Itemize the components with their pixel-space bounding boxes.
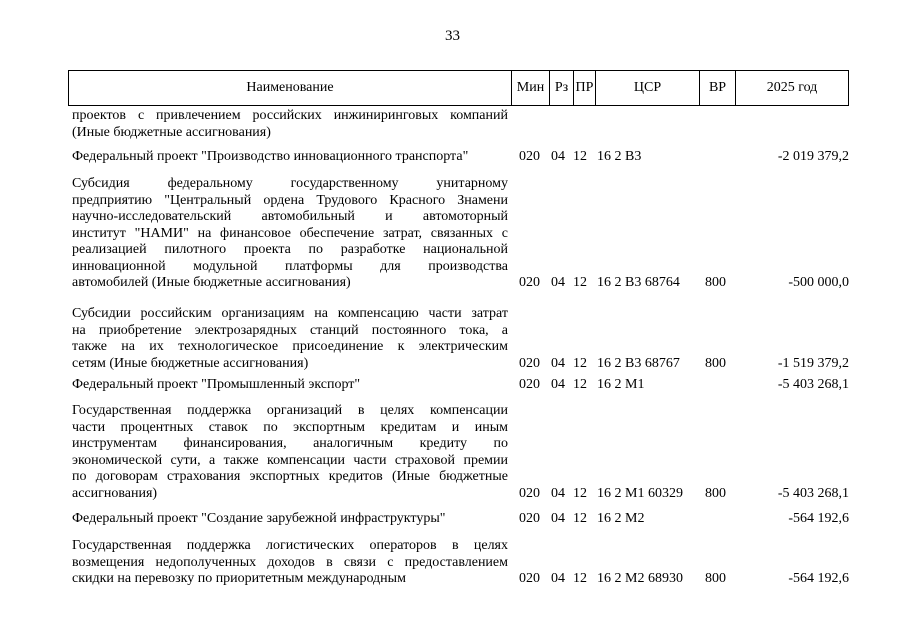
table-row bbox=[68, 176, 849, 292]
row-min: 020 bbox=[519, 275, 540, 290]
row-rz: 04 bbox=[551, 149, 565, 164]
row-name-line: научно-исследовательский автомобильный и автомоторный bbox=[72, 209, 508, 224]
row-name bbox=[72, 176, 508, 292]
row-csr: 16 2 В3 bbox=[597, 149, 642, 164]
row-csr: 16 2 М2 68930 bbox=[597, 571, 683, 586]
row-name-line: Субсидия федеральному государственному унитарному bbox=[72, 176, 508, 191]
row-pr: 12 bbox=[573, 485, 587, 501]
row-rz: 04 bbox=[551, 511, 565, 526]
page-number: 33 bbox=[445, 28, 460, 44]
table-row bbox=[68, 538, 849, 588]
row-min: 020 bbox=[519, 485, 540, 501]
row-sum: -564 192,6 bbox=[788, 571, 849, 586]
row-rz: 04 bbox=[551, 355, 565, 371]
row-name-line: (Иные бюджетные ассигнования) bbox=[72, 124, 271, 140]
row-name bbox=[72, 538, 508, 588]
row-name-line: проектов с привлечением российских инжиниринговых компаний bbox=[72, 108, 508, 123]
row-name-line: Субсидии российским организациям на компенсацию части затрат bbox=[72, 306, 508, 321]
row-name-line: сетям (Иные бюджетные ассигнования) bbox=[72, 355, 309, 371]
row-name-line: институт "НАМИ" на финансовое обеспечение затрат, связанных с bbox=[72, 225, 508, 241]
row-name-line: также на их технологическое присоединение к электрическим bbox=[72, 339, 508, 354]
row-vr: 800 bbox=[705, 571, 726, 586]
row-name-line: реализацией пилотного проекта по разработке национальной bbox=[72, 242, 508, 257]
row-name-line: по договорам страхования экспортных кредитов (Иные бюджетные bbox=[72, 469, 508, 484]
row-csr: 16 2 М2 bbox=[597, 511, 645, 526]
row-name bbox=[72, 108, 508, 141]
row-name-line: инструментам финансирования, аналогичным кредиту по bbox=[72, 436, 508, 451]
row-sum: -5 403 268,1 bbox=[777, 377, 849, 392]
table-row bbox=[68, 108, 849, 141]
row-min: 020 bbox=[519, 511, 540, 526]
row-name-line: ассигнования) bbox=[72, 485, 158, 501]
row-rz: 04 bbox=[551, 275, 565, 290]
row-min: 020 bbox=[519, 149, 540, 164]
header-csr: ЦСР bbox=[595, 71, 699, 105]
row-name-line: Государственная поддержка организаций в целях компенсации bbox=[72, 403, 508, 418]
row-pr: 12 bbox=[573, 355, 587, 371]
row-name bbox=[72, 403, 508, 502]
row-name bbox=[72, 511, 508, 528]
row-name-line: на приобретение электрозарядных станций постоянного тока, а bbox=[72, 322, 508, 338]
row-name bbox=[72, 149, 508, 166]
row-pr: 12 bbox=[573, 275, 587, 290]
row-name bbox=[72, 306, 508, 372]
row-pr: 12 bbox=[573, 511, 587, 526]
header-rz: Рз bbox=[549, 71, 573, 105]
row-csr: 16 2 В3 68767 bbox=[597, 355, 680, 371]
row-csr: 16 2 В3 68764 bbox=[597, 275, 680, 290]
header-year: 2025 год bbox=[735, 71, 848, 105]
row-min: 020 bbox=[519, 571, 540, 586]
row-name-line: Федеральный проект "Создание зарубежной инфраструктуры" bbox=[72, 511, 446, 526]
row-min: 020 bbox=[519, 355, 540, 371]
table-row bbox=[68, 403, 849, 502]
row-csr: 16 2 М1 bbox=[597, 377, 645, 392]
row-sum: -564 192,6 bbox=[788, 511, 849, 526]
row-csr: 16 2 М1 60329 bbox=[597, 485, 683, 501]
row-name-line: возмещения недополученных доходов в связи с предоставлением bbox=[72, 554, 508, 570]
table-row bbox=[68, 377, 849, 394]
row-min: 020 bbox=[519, 377, 540, 392]
table-header bbox=[68, 70, 849, 106]
row-name-line: Федеральный проект "Производство инновационного транспорта" bbox=[72, 149, 469, 164]
row-name-line: Федеральный проект "Промышленный экспорт" bbox=[72, 377, 361, 392]
row-rz: 04 bbox=[551, 485, 565, 501]
header-vr: ВР bbox=[699, 71, 735, 105]
table-row bbox=[68, 511, 849, 528]
row-vr: 800 bbox=[705, 355, 726, 371]
row-vr: 800 bbox=[705, 275, 726, 290]
row-name-line: скидки на перевозку по приоритетным международным bbox=[72, 571, 406, 586]
row-sum: -5 403 268,1 bbox=[777, 485, 849, 501]
row-pr: 12 bbox=[573, 149, 587, 164]
header-pr: ПР bbox=[573, 71, 595, 105]
row-sum: -500 000,0 bbox=[788, 275, 849, 290]
row-name-line: Государственная поддержка логистических операторов в целях bbox=[72, 538, 508, 553]
row-name bbox=[72, 377, 508, 394]
row-name-line: автомобилей (Иные бюджетные ассигнования) bbox=[72, 275, 351, 290]
row-name-line: части процентных ставок по экспортным кредитам и иным bbox=[72, 419, 508, 435]
row-vr: 800 bbox=[705, 485, 726, 501]
table-row bbox=[68, 149, 849, 166]
header-name: Наименование bbox=[246, 80, 334, 95]
row-name-line: предприятию "Центральный ордена Трудового Красного Знамени bbox=[72, 192, 508, 208]
row-sum: -2 019 379,2 bbox=[777, 149, 849, 164]
row-pr: 12 bbox=[573, 377, 587, 392]
row-pr: 12 bbox=[573, 571, 587, 586]
row-rz: 04 bbox=[551, 377, 565, 392]
row-sum: -1 519 379,2 bbox=[777, 355, 849, 371]
row-name-line: экономической сути, а также компенсации части страховой премии bbox=[72, 452, 508, 468]
table-row bbox=[68, 306, 849, 372]
row-name-line: инновационной модульной платформы для производства bbox=[72, 258, 508, 274]
row-rz: 04 bbox=[551, 571, 565, 586]
header-min: Мин bbox=[511, 71, 549, 105]
